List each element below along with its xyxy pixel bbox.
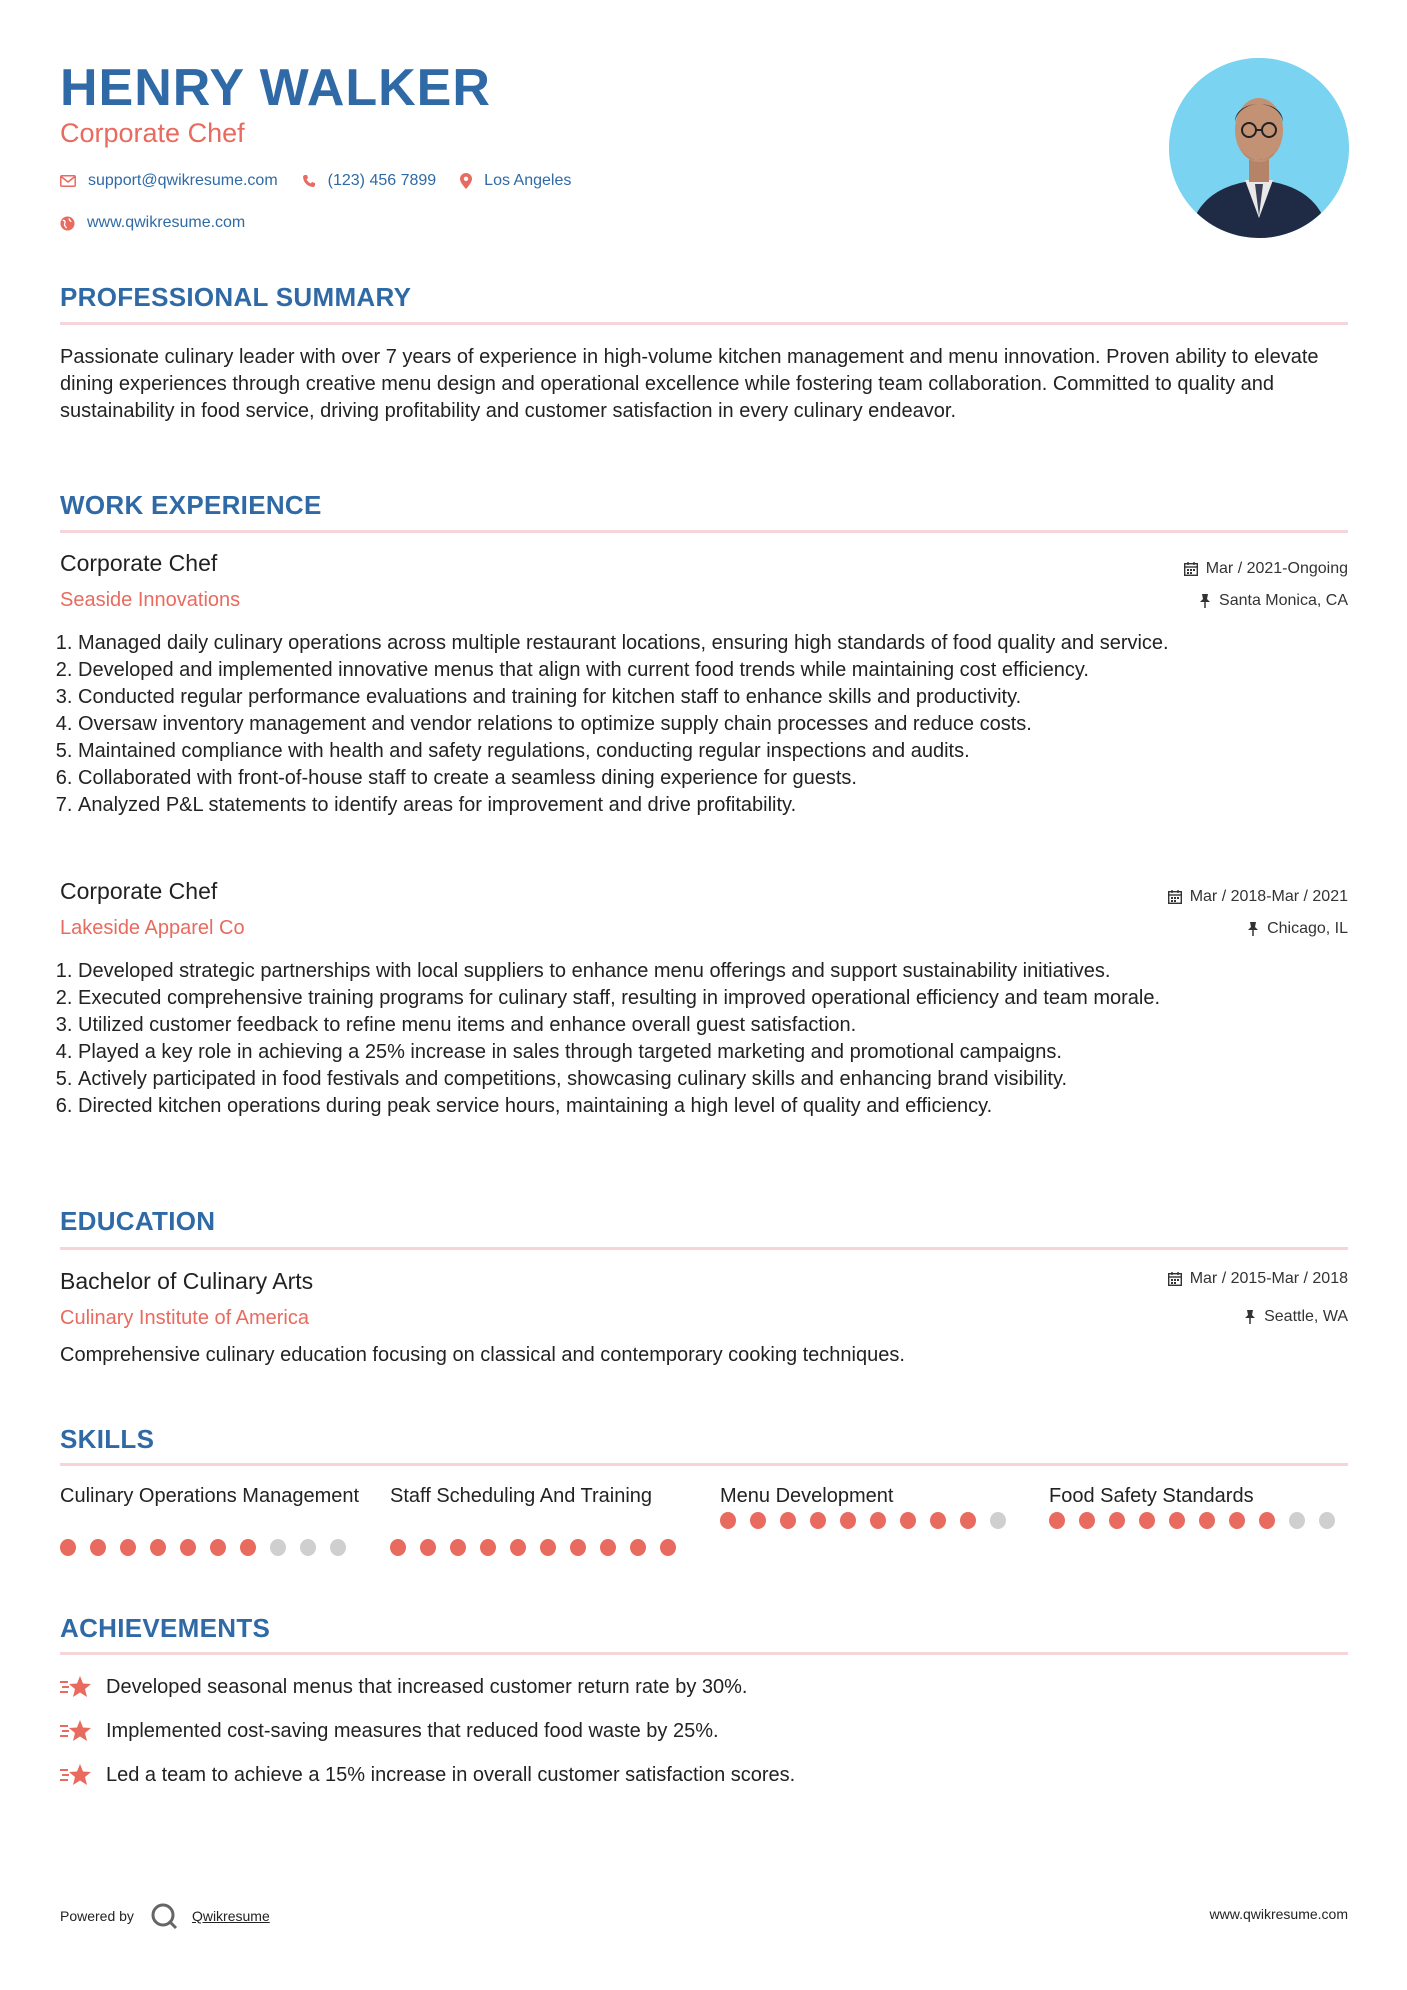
skill-dot-filled [120, 1539, 136, 1556]
list-item: 2. Executed comprehensive training programs for culinary staff, resulting in improved operational efficiency and team morale. [78, 985, 1348, 1012]
education-location [1244, 1308, 1348, 1326]
contact-row [60, 172, 595, 190]
pushpin-icon [1247, 922, 1259, 936]
skill-name: Menu Development [720, 1485, 894, 1507]
skill-dot-filled [210, 1539, 226, 1556]
education-dates [1168, 1270, 1348, 1288]
skill-dot-empty [300, 1539, 316, 1556]
education-location-text: Seattle, WA [1264, 1308, 1348, 1325]
summary-heading: PROFESSIONAL SUMMARY [60, 282, 412, 312]
achievements-divider [60, 1652, 1348, 1655]
skill-dot-filled [750, 1512, 766, 1529]
education-description: Comprehensive culinary education focusing on classical and contemporary cooking techniques. [60, 1344, 905, 1366]
calendar-icon [1168, 1272, 1182, 1286]
skill-dot-empty [330, 1539, 346, 1556]
list-item: 6. Collaborated with front-of-house staff to create a seamless dining experience for guests. [78, 765, 1348, 792]
skill-dot-filled [810, 1512, 826, 1529]
pushpin-icon [1199, 594, 1211, 608]
skill-dot-filled [930, 1512, 946, 1529]
skill-rating [1049, 1512, 1349, 1529]
skill-dot-filled [420, 1539, 436, 1556]
skill-item [720, 1483, 1020, 1529]
candidate-title: Corporate Chef [60, 118, 245, 148]
contact-phone[interactable] [302, 172, 437, 190]
footer-powered-by [60, 1902, 270, 1930]
summary-text: Passionate culinary leader with over 7 years of experience in high-volume kitchen management and menu innovation. Proven ability to elevate dining experiences through creative menu design and operational excellence while fostering team collaboration. Committed to quality and sustainability in food service, driving profitability and customer satisfaction in every culinary endeavor. [60, 346, 1319, 422]
skill-dot-filled [1229, 1512, 1245, 1529]
skill-item [390, 1483, 690, 1556]
powered-by-label: Powered by [60, 1908, 134, 1924]
job-dates-text: Mar / 2021-Ongoing [1205, 560, 1348, 577]
experience-heading: WORK EXPERIENCE [60, 490, 322, 520]
skill-dot-filled [180, 1539, 196, 1556]
achievement-text: Implemented cost-saving measures that reduced food waste by 25%. [106, 1719, 719, 1742]
skill-name: Culinary Operations Management [60, 1485, 360, 1507]
achievement-item [60, 1763, 795, 1787]
website-text: www.qwikresume.com [87, 214, 246, 231]
star-icon [60, 1675, 92, 1699]
qwikresume-link[interactable]: Qwikresume [191, 1908, 270, 1924]
skill-dot-filled [870, 1512, 886, 1529]
experience-divider [60, 530, 1348, 533]
skill-dot-filled [1109, 1512, 1125, 1529]
job-dates [1168, 888, 1348, 906]
contact-row-2 [60, 214, 269, 232]
footer-website[interactable]: www.qwikresume.com [1209, 1906, 1348, 1922]
job-dates-text: Mar / 2018-Mar / 2021 [1189, 888, 1348, 905]
globe-icon [60, 216, 75, 231]
skill-dot-filled [1049, 1512, 1065, 1529]
skill-dot-filled [840, 1512, 856, 1529]
skill-dot-empty [270, 1539, 286, 1556]
skill-dot-filled [450, 1539, 466, 1556]
job-location-text: Chicago, IL [1267, 920, 1348, 937]
skill-dot-filled [720, 1512, 736, 1529]
list-item: 7. Analyzed P&L statements to identify areas for improvement and drive profitability. [78, 792, 1348, 819]
skill-dot-filled [60, 1539, 76, 1556]
job-responsibilities [60, 958, 1348, 1120]
education-divider [60, 1247, 1348, 1250]
education-heading: EDUCATION [60, 1206, 216, 1236]
achievements-heading: ACHIEVEMENTS [60, 1613, 271, 1643]
list-item: 3. Conducted regular performance evaluations and training for kitchen staff to enhance skills and productivity. [78, 684, 1348, 711]
qwikresume-logo-icon [150, 1902, 178, 1930]
list-item: 3. Utilized customer feedback to refine menu items and enhance overall guest satisfaction. [78, 1012, 1348, 1039]
skill-dot-filled [1079, 1512, 1095, 1529]
skill-dot-filled [570, 1539, 586, 1556]
skill-dot-empty [1319, 1512, 1335, 1529]
candidate-name: HENRY WALKER [60, 59, 491, 117]
email-text: support@qwikresume.com [88, 172, 278, 189]
list-item: 4. Oversaw inventory management and vendor relations to optimize supply chain processes and reduce costs. [78, 711, 1348, 738]
skill-dot-empty [1289, 1512, 1305, 1529]
skill-rating [390, 1539, 690, 1556]
list-item: 1. Managed daily culinary operations across multiple restaurant locations, ensuring high standards of food quality and service. [78, 630, 1348, 657]
pushpin-icon [1244, 1310, 1256, 1324]
achievement-text: Led a team to achieve a 15% increase in overall customer satisfaction scores. [106, 1763, 796, 1786]
skill-dot-filled [240, 1539, 256, 1556]
job-company: Seaside Innovations [60, 589, 241, 611]
profile-photo [1169, 58, 1349, 238]
star-icon [60, 1763, 92, 1787]
list-item: 2. Developed and implemented innovative menus that align with current food trends while maintaining cost efficiency. [78, 657, 1348, 684]
contact-location [460, 172, 571, 190]
contact-email[interactable] [60, 172, 278, 190]
skill-dot-filled [1139, 1512, 1155, 1529]
job-location [1199, 592, 1348, 610]
list-item: 1. Developed strategic partnerships with local suppliers to enhance menu offerings and support sustainability initiatives. [78, 958, 1348, 985]
skill-dot-filled [150, 1539, 166, 1556]
achievement-text: Developed seasonal menus that increased customer return rate by 30%. [106, 1675, 748, 1698]
skill-dot-filled [90, 1539, 106, 1556]
job-responsibilities [60, 630, 1348, 819]
list-item: 5. Actively participated in food festivals and competitions, showcasing culinary skills and enhancing brand visibility. [78, 1066, 1348, 1093]
summary-divider [60, 322, 1348, 325]
skill-dot-filled [1259, 1512, 1275, 1529]
job-title: Corporate Chef [60, 878, 218, 904]
skill-dot-filled [900, 1512, 916, 1529]
calendar-icon [1168, 890, 1182, 904]
skill-dot-filled [960, 1512, 976, 1529]
skill-dot-filled [390, 1539, 406, 1556]
achievement-item [60, 1675, 747, 1699]
job-location [1247, 920, 1348, 938]
skill-dot-filled [600, 1539, 616, 1556]
skill-rating [720, 1512, 1020, 1529]
skill-dot-filled [510, 1539, 526, 1556]
phone-text: (123) 456 7899 [327, 172, 437, 189]
calendar-icon [1184, 562, 1198, 576]
school-name: Culinary Institute of America [60, 1307, 309, 1329]
skill-name: Staff Scheduling And Training [390, 1485, 653, 1507]
location-text: Los Angeles [484, 172, 572, 189]
skill-dot-filled [780, 1512, 796, 1529]
list-item: 5. Maintained compliance with health and safety regulations, conducting regular inspections and audits. [78, 738, 1348, 765]
star-icon [60, 1719, 92, 1743]
skill-dot-filled [1199, 1512, 1215, 1529]
job-company: Lakeside Apparel Co [60, 917, 245, 939]
skill-dot-filled [630, 1539, 646, 1556]
skill-rating [60, 1539, 360, 1556]
skill-item [1049, 1483, 1349, 1529]
skill-dot-filled [1169, 1512, 1185, 1529]
list-item: 4. Played a key role in achieving a 25% increase in sales through targeted marketing and promotional campaigns. [78, 1039, 1348, 1066]
skill-dot-filled [540, 1539, 556, 1556]
skill-dot-empty [990, 1512, 1006, 1529]
phone-icon [302, 174, 316, 188]
list-item: 6. Directed kitchen operations during peak service hours, maintaining a high level of quality and efficiency. [78, 1093, 1348, 1120]
education-dates-text: Mar / 2015-Mar / 2018 [1189, 1270, 1348, 1287]
achievement-item [60, 1719, 719, 1743]
skills-heading: SKILLS [60, 1424, 155, 1454]
job-dates [1184, 560, 1348, 578]
contact-website[interactable] [60, 214, 245, 232]
person-portrait-icon [1169, 58, 1349, 238]
degree-title: Bachelor of Culinary Arts [60, 1268, 314, 1294]
skill-item [60, 1483, 360, 1556]
skill-dot-filled [660, 1539, 676, 1556]
map-pin-icon [460, 173, 472, 189]
skill-dot-filled [480, 1539, 496, 1556]
envelope-icon [60, 175, 76, 187]
skills-divider [60, 1463, 1348, 1466]
job-title: Corporate Chef [60, 550, 218, 576]
job-location-text: Santa Monica, CA [1219, 592, 1348, 609]
skill-name: Food Safety Standards [1049, 1485, 1254, 1507]
